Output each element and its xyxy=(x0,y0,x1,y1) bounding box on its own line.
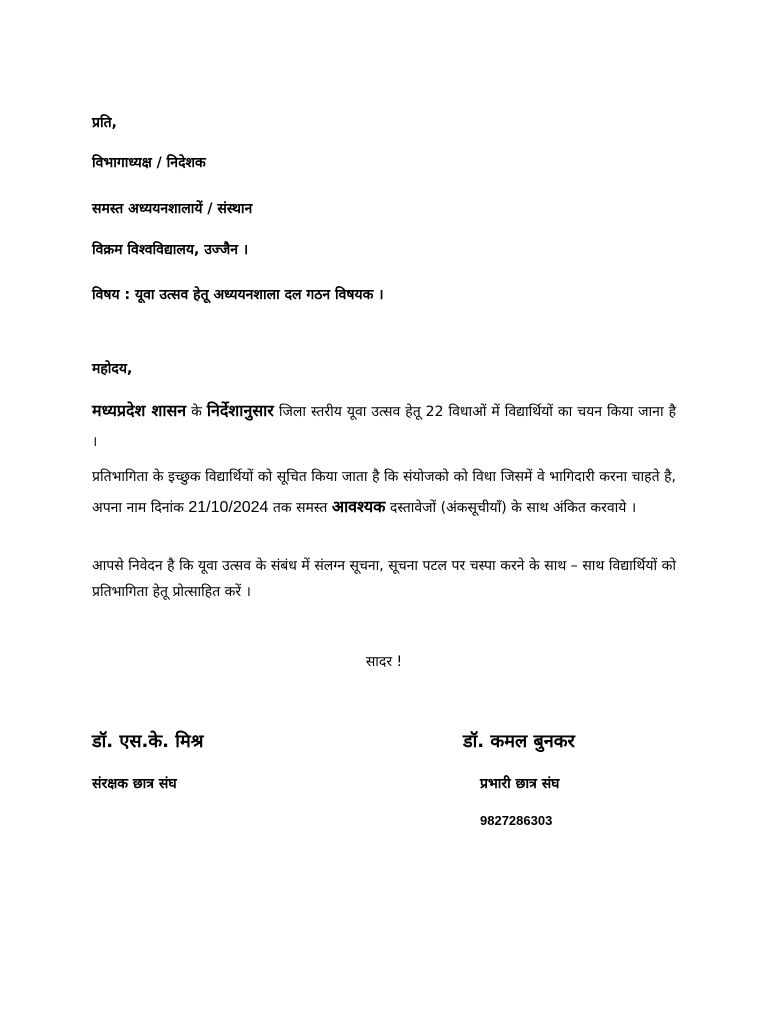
recipient-designation: विभागाध्यक्ष / निदेशक xyxy=(92,155,206,171)
p2-date: 21/10/2024 xyxy=(188,499,269,516)
p1-rest: जिला स्तरीय यूवा उत्सव हेतू 22 विधाओं में विद्यार्थियों का चयन किया जाना है । xyxy=(92,404,676,450)
signatory-2-phone: 9827286303 xyxy=(480,813,553,828)
signatory-1-role: संरक्षक छात्र संघ xyxy=(92,776,177,792)
p2-before-date: प्रतिभागिता के इच्छुक विद्यार्थियों को सूचित किया जाता है कि संयोजको को विधा जिसमें वे भागिदारी करना चाहते है, अपना नाम दिनांक xyxy=(92,469,676,516)
p2-emphasis: आवश्यक xyxy=(331,497,386,516)
closing-text: सादर ! xyxy=(365,654,403,670)
recipient-institutions: समस्त अध्ययनशालायें / संस्थान xyxy=(92,201,253,217)
signatory-2-name: डॉ. कमल बुनकर xyxy=(463,731,575,752)
recipient-to: प्रति, xyxy=(92,115,117,131)
p1-lead: मध्यप्रदेश शासन xyxy=(92,401,187,420)
signatory-1-name: डॉ. एस.के. मिश्र xyxy=(92,731,204,752)
signatory-2-role: प्रभारी छात्र संघ xyxy=(480,776,560,792)
body-paragraph-3: आपसे निवेदन है कि यूवा उत्सव के संबंध में संलग्न सूचना, सूचना पटल पर चस्पा करने के साथ – साथ विद्यार्थियों को प्रतिभागिता हेतू प्रोत्साहित करें । xyxy=(92,558,676,600)
salutation: महोदय, xyxy=(92,361,133,377)
p1-join: के xyxy=(186,404,207,420)
p1-instruction: निर्देशानुसार xyxy=(206,401,274,420)
p2-after-date: तक समस्त xyxy=(268,500,332,516)
body-paragraph-2 xyxy=(92,462,676,523)
closing xyxy=(0,652,768,671)
body-paragraph-1 xyxy=(92,396,676,457)
p2-end: दस्तावेजों (अंकसूचीयाँ) के साथ अंकित करवाये । xyxy=(385,500,637,516)
recipient-university: विक्रम विश्वविद्यालय, उज्जैन । xyxy=(92,242,249,258)
letter-subject: विषय : यूवा उत्सव हेतू अध्ययनशाला दल गठन विषयक । xyxy=(92,287,384,303)
